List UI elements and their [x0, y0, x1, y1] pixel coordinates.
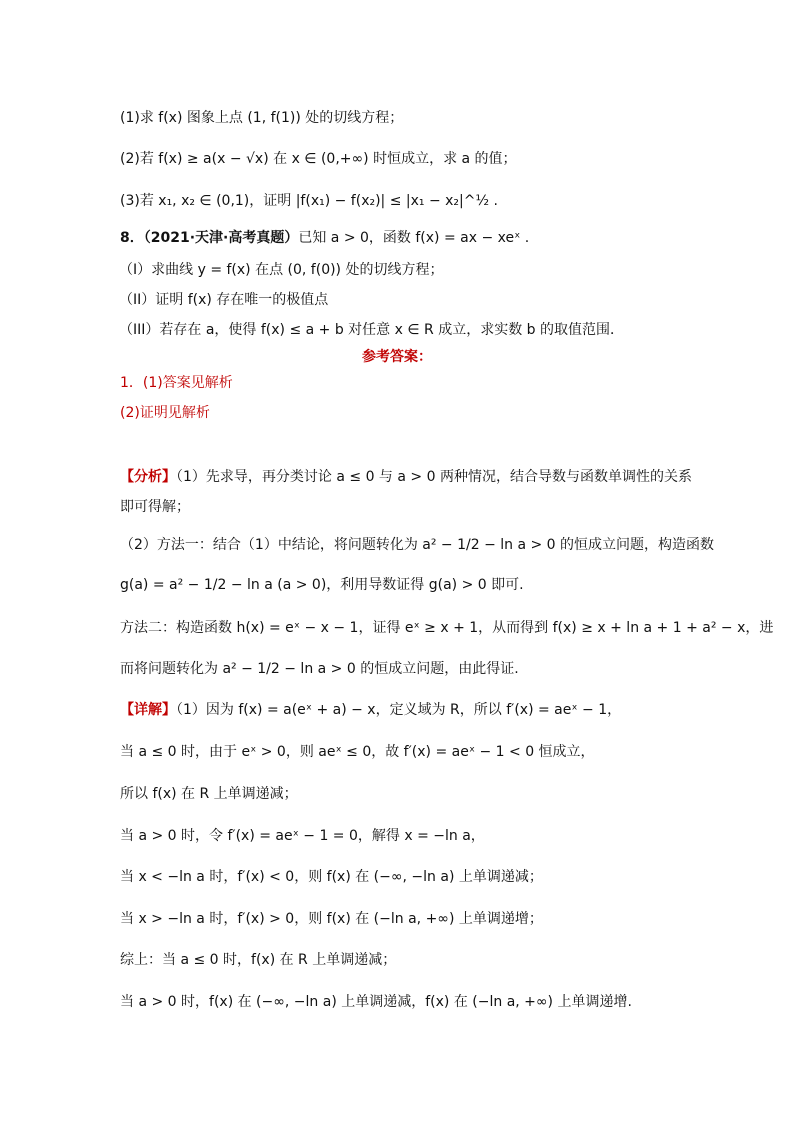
detail-line4: 当 a > 0 时，令 f′(x) = aeˣ − 1 = 0，解得 x = −ln a， — [120, 828, 485, 844]
analysis-line3: （2）方法一：结合（1）中结论，将问题转化为 a² − 1/2 − ln a > 0 的恒成立问题，构造函数 — [120, 537, 715, 553]
problem8-question1: （I）求曲线 y = f(x) 在点 (0, f(0)) 处的切线方程； — [119, 262, 444, 278]
detail-line1: 【详解】（1）因为 f(x) = a(eˣ + a) − x，定义域为 R，所以 f′(x) = aeˣ − 1， — [120, 702, 622, 718]
detail-line5: 当 x < −ln a 时，f′(x) < 0，则 f(x) 在 (−∞, −ln a) 上单调递减； — [120, 869, 543, 885]
analysis-line6: 而将问题转化为 a² − 1/2 − ln a > 0 的恒成立问题，由此得证. — [120, 661, 519, 677]
answer1-line2: (2)证明见解析 — [120, 405, 210, 421]
analysis-line2: 即可得解； — [120, 499, 190, 515]
problem7-part3: (3)若 x₁, x₂ ∈ (0,1)，证明 |f(x₁) − f(x₂)| ≤ |x₁ − x₂|^½ . — [120, 193, 498, 209]
answer1-line1: 1．(1)答案见解析 — [120, 375, 233, 391]
analysis-line5: 方法二：构造函数 h(x) = eˣ − x − 1，证得 eˣ ≥ x + 1，从而得到 f(x) ≥ x + ln a + 1 + a² − x，进 — [120, 620, 774, 636]
detail-line3: 所以 f(x) 在 R 上单调递减； — [120, 786, 298, 802]
detail-tag: 【详解】 — [120, 702, 176, 718]
problem7-part2: (2)若 f(x) ≥ a(x − √x) 在 x ∈ (0,+∞) 时恒成立，求 a 的值； — [120, 151, 517, 167]
problem8-question3: （III）若存在 a，使得 f(x) ≤ a + b 对任意 x ∈ R 成立，求实数 b 的取值范围． — [119, 322, 624, 338]
detail-line6: 当 x > −ln a 时，f′(x) > 0，则 f(x) 在 (−ln a, +∞) 上单调递增； — [120, 911, 543, 927]
problem8-header — [120, 228, 529, 248]
answers-heading: 参考答案： — [362, 349, 432, 365]
problem8-question2: （II）证明 f(x) 存在唯一的极值点 — [119, 292, 329, 308]
problem8-number: 8． — [120, 230, 144, 246]
detail-line2: 当 a ≤ 0 时，由于 eˣ > 0，则 aeˣ ≤ 0，故 f′(x) = aeˣ − 1 < 0 恒成立， — [120, 744, 595, 760]
problem7-part1: (1)求 f(x) 图象上点 (1, f(1)) 处的切线方程； — [120, 110, 404, 126]
analysis-tag: 【分析】 — [120, 469, 176, 485]
detail-line8: 当 a > 0 时，f(x) 在 (−∞, −ln a) 上单调递减，f(x) 在 (−ln a, +∞) 上单调递增. — [120, 994, 632, 1010]
analysis-line1: 【分析】（1）先求导，再分类讨论 a ≤ 0 与 a > 0 两种情况，结合导数与函数单调性的关系 — [120, 469, 692, 485]
problem8-stem: 已知 a > 0，函数 f(x) = ax − xeˣ . — [298, 230, 530, 246]
analysis-line4: g(a) = a² − 1/2 − ln a (a > 0)，利用导数证得 g(a) > 0 即可. — [120, 577, 524, 593]
detail-line7: 综上：当 a ≤ 0 时，f(x) 在 R 上单调递减； — [120, 952, 397, 968]
problem8-source: （2021·天津·高考真题） — [143, 230, 299, 246]
